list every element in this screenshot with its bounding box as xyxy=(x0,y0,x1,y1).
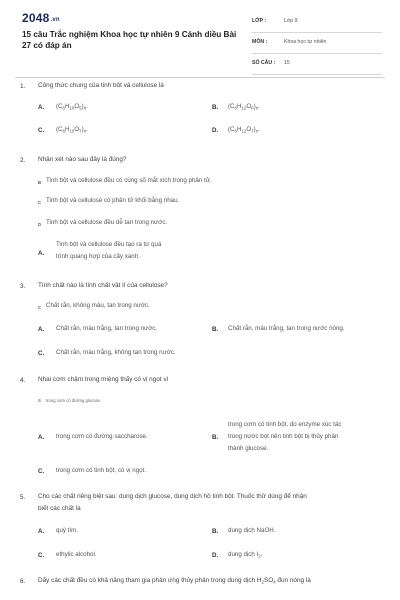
option-text[interactable]: trong cơm có tinh bột, có vị ngọt. xyxy=(56,467,147,474)
option-label[interactable]: B. xyxy=(212,434,219,441)
question-number: 2. xyxy=(20,157,26,164)
option-text[interactable]: trong cơm có đường glucose. xyxy=(46,398,102,403)
option-label[interactable]: C. xyxy=(38,468,45,475)
option-text[interactable]: $(C_6H_{12}O_7)_n$. xyxy=(228,126,260,134)
site-logo[interactable] xyxy=(22,11,60,25)
document-header xyxy=(0,0,400,78)
meta-row-count xyxy=(252,54,382,75)
option-label[interactable]: D xyxy=(38,222,42,227)
option-label[interactable]: A. xyxy=(38,528,45,535)
logo-tld: .vn xyxy=(50,17,60,23)
option-text[interactable]: Chất rắn, không màu, tan trong nước. xyxy=(46,302,150,309)
question-text: Nhai cơm chậm trong miệng thấy có vị ngọt vì xyxy=(38,376,169,383)
option-text[interactable]: Chất rắn, màu trắng, tan trong nước. xyxy=(56,325,158,332)
option-text[interactable]: $(C_6H_{12}O_6)_n$. xyxy=(228,103,260,111)
option-text[interactable]: trong cơm có đường saccharose. xyxy=(56,433,148,440)
meta-row-subject xyxy=(252,33,382,54)
question-text: Nhận xét nào sau đây là đúng? xyxy=(38,156,127,163)
option-text[interactable]: Tinh bột và cellulose có phân tử khối bằng nhau. xyxy=(46,197,180,204)
meta-key: MÔN : xyxy=(252,39,268,45)
question-number: 1. xyxy=(20,83,26,90)
question-text-line2: biết các chất là xyxy=(38,505,81,512)
logo-text: 2048 xyxy=(22,11,50,25)
option-label[interactable]: A. xyxy=(38,326,45,333)
option-label[interactable]: D. xyxy=(212,552,219,559)
option-text[interactable]: dung dịch NaOH. xyxy=(228,527,276,534)
option-label[interactable]: B xyxy=(38,180,42,185)
option-text[interactable]: Tinh bột và cellulose đều có cùng số mắt xích trong phân tử. xyxy=(46,177,212,184)
meta-key: SỐ CÂU : xyxy=(252,60,276,66)
option-text[interactable]: $(C_6H_{10}O_7)_n$. xyxy=(56,126,88,134)
option-text[interactable]: trong cơm có tinh bột, do enzyme xúc tác xyxy=(228,421,342,428)
question-text: Công thức chung của tinh bột và cellulose là xyxy=(38,82,164,89)
option-label[interactable]: C xyxy=(38,200,42,205)
question-number: 5. xyxy=(20,494,26,501)
option-text[interactable]: Tinh bột và cellulose đều tạo ra từ quá xyxy=(56,241,162,248)
option-text[interactable]: Tinh bột và cellulose đều dễ tan trong nước. xyxy=(46,219,168,226)
option-text-line2[interactable]: trong nước bọt nên tinh bột bị thủy phân xyxy=(228,433,339,440)
option-text[interactable]: Chất rắn, màu trắng, tan trong nước nóng. xyxy=(228,325,345,332)
meta-value: 15 xyxy=(284,60,290,66)
option-label[interactable]: C xyxy=(38,305,42,310)
question-number: 6. xyxy=(20,578,26,585)
option-label[interactable]: C. xyxy=(38,552,45,559)
header-divider xyxy=(15,77,385,78)
option-text[interactable]: quỳ tím. xyxy=(56,527,79,534)
option-label[interactable]: A. xyxy=(38,434,45,441)
meta-value: Lớp 9 xyxy=(284,18,298,24)
option-label[interactable]: B. xyxy=(212,528,219,535)
option-text[interactable]: dung dịch $I_2$. xyxy=(228,551,263,559)
question-text: Tính chất nào là tính chất vật lí của cellulose? xyxy=(38,282,168,289)
option-text[interactable]: Chất rắn, màu trắng, không tan trong nước. xyxy=(56,349,176,356)
option-label[interactable]: A. xyxy=(38,250,45,257)
question-number: 3. xyxy=(20,283,26,290)
option-label[interactable]: A. xyxy=(38,104,45,111)
option-label[interactable]: B. xyxy=(38,398,42,403)
question-text: Cho các chất riêng biệt sau: dung dịch glucose, dung dịch hồ tinh bột. Thuốc thử dùng để nhận xyxy=(38,493,307,500)
option-text[interactable]: ethylic alcohol. xyxy=(56,551,97,558)
option-label[interactable]: D. xyxy=(212,127,219,134)
option-label[interactable]: C. xyxy=(38,127,45,134)
page-title: 15 câu Trắc nghiệm Khoa học tự nhiên 9 Cánh diều Bài 27 có đáp án xyxy=(22,30,237,50)
option-text-line3[interactable]: thành glucose. xyxy=(228,445,269,452)
meta-row-grade xyxy=(252,12,382,33)
option-label[interactable]: C. xyxy=(38,350,45,357)
option-text-line2[interactable]: trình quang hợp của cây xanh. xyxy=(56,253,140,260)
meta-table xyxy=(252,12,382,75)
option-text[interactable]: $(C_6H_{10}O_5)_n$. xyxy=(56,103,88,111)
question-text: Dãy các chất đều có khả năng tham gia phản ứng thủy phân trong dung dịch $H_2SO_4$ đun nóng là xyxy=(38,577,311,585)
question-number: 4. xyxy=(20,377,26,384)
option-label[interactable]: B. xyxy=(212,104,219,111)
meta-value: Khoa học tự nhiên xyxy=(284,39,327,45)
option-label[interactable]: B. xyxy=(212,326,219,333)
meta-key: LỚP : xyxy=(252,18,267,24)
